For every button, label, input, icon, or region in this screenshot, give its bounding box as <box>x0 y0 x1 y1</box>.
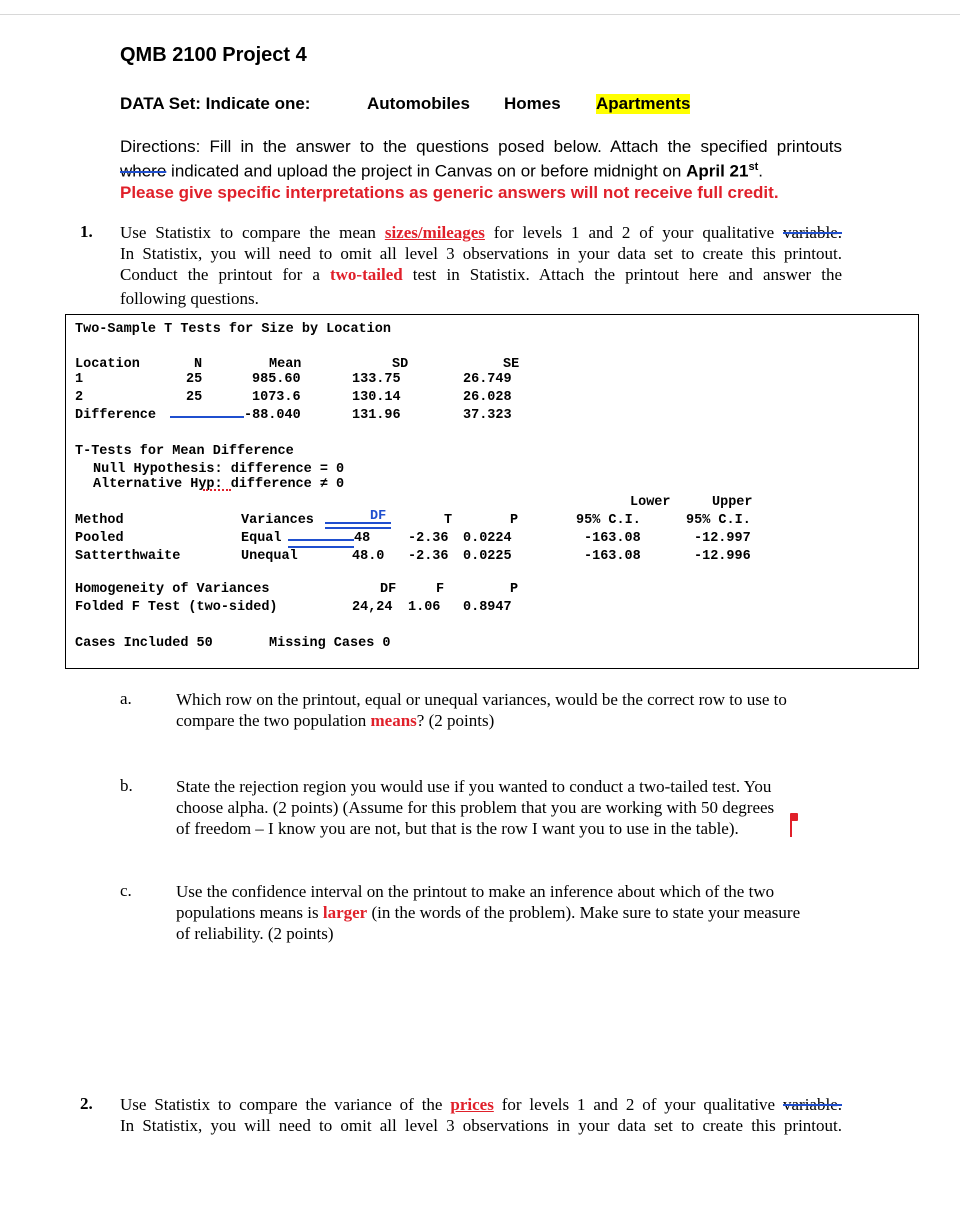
annotation-underline <box>288 539 354 541</box>
dataset-option-apartments-selected[interactable]: Apartments <box>596 94 691 113</box>
col-header-se: SE <box>503 357 520 372</box>
table-row-label: Pooled <box>75 531 124 546</box>
keyword-larger: larger <box>322 903 368 922</box>
question-2-text: Use Statistix to compare the variance of the prices for levels 1 and 2 of your qualitative variable. In Statistix, you will need to omit all level 3 observations in your data set to create this printout. <box>120 1095 842 1135</box>
annotation-underline <box>325 527 391 529</box>
subquestion-a-text: Which row on the printout, equal or unequal variances, would be the correct row to use to compare the two population means? (2 points) <box>176 690 787 730</box>
printout-title: Two-Sample T Tests for Size by Location <box>75 322 391 337</box>
ci-lower-header: Lower <box>630 495 671 510</box>
ttest-heading: T-Tests for Mean Difference <box>75 444 294 459</box>
dataset-option-homes[interactable]: Homes <box>504 94 561 113</box>
directions-line-2: where indicated and upload the project in Canvas on or before midnight on April 21st. <box>120 161 763 181</box>
col-header-p: P <box>510 513 519 528</box>
annotation-underline <box>288 546 354 548</box>
struck-word: variable. <box>783 1095 842 1114</box>
null-hypothesis: Null Hypothesis: difference = 0 <box>93 462 345 477</box>
subquestion-c-text: Use the confidence interval on the printout to make an inference about which of the two populations means is larger (in the words of the problem). Make sure to state your measure of reliability. (2 points) <box>176 882 801 943</box>
missing-cases: Missing Cases 0 <box>269 636 391 651</box>
homogeneity-heading: Homogeneity of Variances <box>75 582 270 597</box>
col-header-method: Method <box>75 513 124 528</box>
keyword-sizes-mileages: sizes/mileages <box>384 223 485 242</box>
statistix-printout: Two-Sample T Tests for Size by Location Location N Mean SD SE 1 25 985.60 133.75 26.749 2 25 1073.6 130.14 26.028 Difference -88.040 131.96 37.323 T-Tests for Mean Difference Null Hypothesis: difference = 0 Alternative Hyp: difference ≠ 0 Lower Upper Method Variances DF T P 95% C.I. 95% C.I. Pooled Equal 48 -2.36 0.0224 -163.08 -12.997 Satterthwaite Unequal 48.0 -2.36 0.0225 -163.08 -12.996 Homogeneity of Variances DF F P Folded F Test (two-sided) 24,24 1.06 0.8947 Cases Included 50 Missing Cases 0 <box>65 314 919 669</box>
cases-included: Cases Included 50 <box>75 636 213 651</box>
col-header-ci-lower: 95% C.I. <box>576 513 641 528</box>
keyword-means: means <box>370 711 417 730</box>
col-header-sd: SD <box>392 357 409 372</box>
page-title: QMB 2100 Project 4 <box>120 44 307 66</box>
question-2-number: 2. <box>80 1094 93 1113</box>
col-header-mean: Mean <box>269 357 302 372</box>
directions-warning: Please give specific interpretations as generic answers will not receive full credit. <box>120 182 779 202</box>
col-header-n: N <box>194 357 203 372</box>
comment-marker-head-icon <box>790 813 798 821</box>
subquestion-b-text: State the rejection region you would use if you wanted to conduct a two-tailed test. You choose alpha. (2 points) (Assume for this problem that you are working with 50 degrees of freedom – I know you are not, but that is the row I want you to use in the table). <box>176 777 775 838</box>
subquestion-b-label: b. <box>120 776 133 795</box>
spellcheck-squiggle <box>203 485 231 491</box>
folded-f-test: Folded F Test (two-sided) <box>75 600 278 615</box>
keyword-two-tailed: two-tailed <box>329 265 403 284</box>
directions-line-1: Directions: Fill in the answer to the questions posed below. Attach the specified printouts <box>120 137 842 156</box>
col-header-variances: Variances <box>241 513 314 528</box>
annotation-underline <box>170 416 244 418</box>
page-top-rule <box>0 14 960 15</box>
directions <box>120 136 842 203</box>
subquestion-c-label: c. <box>120 881 132 900</box>
col-header-location: Location <box>75 357 140 372</box>
subquestion-a-label: a. <box>120 689 132 708</box>
dataset-label: DATA Set: Indicate one: <box>120 94 311 113</box>
struck-word: where <box>120 161 167 181</box>
due-date: April 21 <box>686 161 749 181</box>
struck-word: variable. <box>783 223 842 242</box>
table-row-label: Difference <box>75 408 157 423</box>
table-row-label: 2 <box>75 390 84 405</box>
col-header-t: T <box>444 513 453 528</box>
table-row-label: 1 <box>75 372 84 387</box>
question-1-text: Use Statistix to compare the mean sizes/mileages for levels 1 and 2 of your qualitative variable. In Statistix, you will need to omit all level 3 observations in your data set to create this printout. Conduct the printout for a two-tailed test in Statistix. Attach the printout here and answer the following questions. <box>120 223 843 308</box>
table-row-label: Satterthwaite <box>75 549 181 564</box>
dataset-option-automobiles[interactable]: Automobiles <box>367 94 470 113</box>
col-header-df: DF <box>370 509 387 524</box>
ci-upper-header: Upper <box>712 495 753 510</box>
question-1-number: 1. <box>80 222 93 241</box>
col-header-ci-upper: 95% C.I. <box>686 513 751 528</box>
alternative-hypothesis: Alternative Hyp: difference ≠ 0 <box>93 477 345 492</box>
keyword-prices: prices <box>450 1095 494 1114</box>
